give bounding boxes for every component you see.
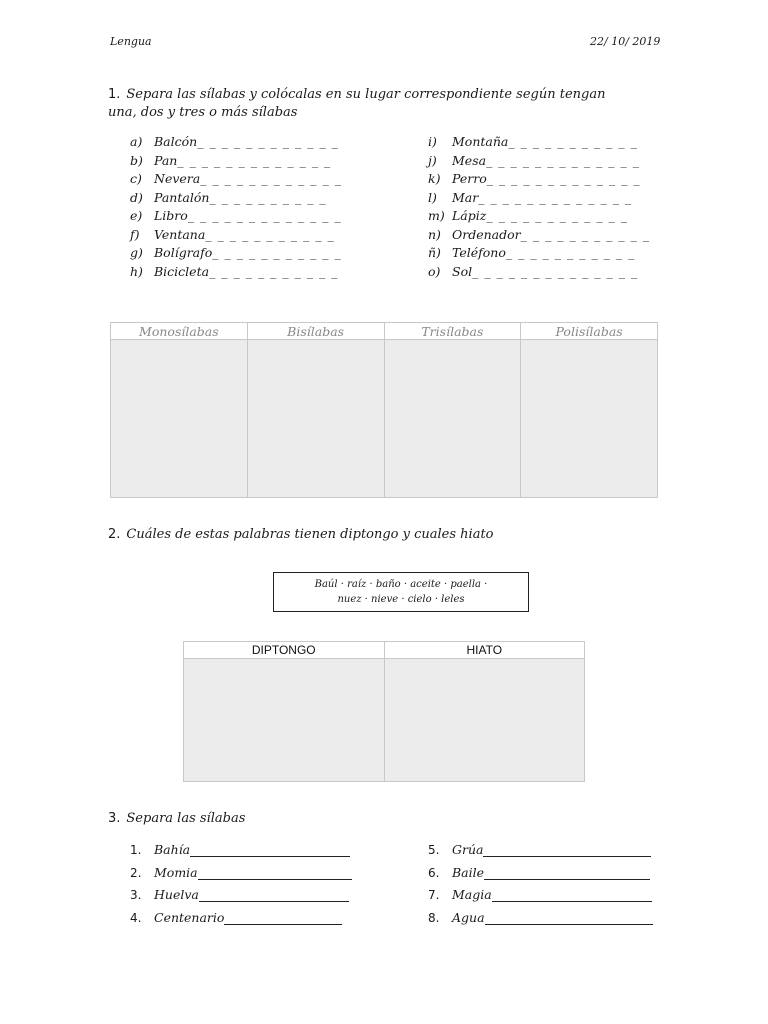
col-trisilabas: Trisílabas <box>384 323 521 340</box>
q1-title-line2: una, dos y tres o más sílabas <box>108 105 298 120</box>
item-word: Sol <box>452 263 473 279</box>
cell-trisilabas[interactable] <box>384 340 521 498</box>
cell-hiato[interactable] <box>384 659 585 782</box>
list-item <box>428 133 650 152</box>
q1-left-list <box>130 133 342 281</box>
list-item <box>428 189 650 208</box>
answer-blank[interactable]: _ _ _ _ _ _ _ _ _ _ _ _ _ <box>187 208 342 223</box>
q2-title-text: Cuáles de estas palabras tienen diptongo y cuales hiato <box>126 527 494 542</box>
answer-line[interactable] <box>492 901 652 902</box>
list-item <box>428 170 650 189</box>
item-number: 1. <box>130 843 142 857</box>
col-polisilabas: Polisílabas <box>521 323 658 340</box>
item-number: 2. <box>130 865 142 880</box>
answer-blank[interactable]: _ _ _ _ _ _ _ _ _ _ _ _ <box>197 134 339 149</box>
item-letter: c) <box>130 171 142 186</box>
q2-title <box>108 526 494 544</box>
list-item <box>130 189 342 208</box>
item-word: Montaña <box>452 134 509 149</box>
item-word: Mesa <box>452 152 487 168</box>
item-letter: f) <box>130 226 140 242</box>
answer-line[interactable] <box>484 879 650 880</box>
item-letter: ñ) <box>428 245 441 260</box>
answer-blank[interactable]: _ _ _ _ _ _ _ _ _ _ _ <box>505 245 636 260</box>
list-item <box>428 226 650 245</box>
item-word: Ventana <box>154 226 206 242</box>
q1-title <box>108 86 668 122</box>
item-letter: k) <box>428 171 441 186</box>
item-word: Mar <box>452 189 479 205</box>
item-letter: g) <box>130 245 143 260</box>
answer-blank[interactable]: _ _ _ _ _ _ _ _ _ _ _ <box>205 226 335 242</box>
word-box-line2: nuez · nieve · cielo · leles <box>337 594 465 605</box>
item-word: Huelva <box>154 887 199 902</box>
item-word: Bicicleta <box>154 263 210 279</box>
answer-blank[interactable]: _ _ _ _ _ _ _ _ _ _ <box>209 189 327 205</box>
answer-blank[interactable]: _ _ _ _ _ _ _ _ _ _ _ _ _ <box>177 152 332 168</box>
date-label: 22/ 10/ 2019 <box>590 35 661 48</box>
list-item <box>428 263 650 282</box>
col-diptongo: DIPTONGO <box>184 642 385 659</box>
list-item <box>428 152 650 171</box>
item-word: Magia <box>452 887 492 902</box>
item-letter: a) <box>130 134 143 149</box>
list-item <box>130 207 342 226</box>
answer-line[interactable] <box>483 856 651 857</box>
item-word: Baile <box>452 864 485 880</box>
item-letter: o) <box>428 263 441 279</box>
q2-number: 2. <box>108 527 121 542</box>
list-item <box>428 884 653 907</box>
item-word: Lápiz <box>452 208 487 223</box>
item-word: Bolígrafo <box>154 245 213 260</box>
col-hiato: HIATO <box>384 642 585 659</box>
item-number: 3. <box>130 888 142 902</box>
q3-title-text: Separa las sílabas <box>126 811 246 826</box>
syllable-table <box>110 322 658 498</box>
list-item <box>130 884 352 907</box>
item-letter: h) <box>130 263 143 279</box>
diptongo-hiato-table <box>183 641 585 782</box>
answer-blank[interactable]: _ _ _ _ _ _ _ _ _ _ _ <box>212 245 342 260</box>
list-item <box>428 207 650 226</box>
q3-left-list <box>130 839 352 929</box>
word-box <box>273 572 529 612</box>
item-letter: b) <box>130 152 143 168</box>
item-word: Grúa <box>452 842 484 857</box>
col-monosilabas: Monosílabas <box>111 323 248 340</box>
item-number: 5. <box>428 843 440 857</box>
item-word: Pan <box>154 152 178 168</box>
list-item <box>130 839 352 862</box>
item-word: Pantalón <box>154 189 210 205</box>
answer-line[interactable] <box>224 924 342 925</box>
item-letter: l) <box>428 189 437 205</box>
item-word: Perro <box>452 171 487 186</box>
q3-number: 3. <box>108 811 121 826</box>
item-word: Agua <box>452 909 485 925</box>
q3-right-list <box>428 839 653 929</box>
subject-label: Lengua <box>110 35 152 48</box>
answer-blank[interactable]: _ _ _ _ _ _ _ _ _ _ _ _ _ <box>486 152 641 168</box>
answer-line[interactable] <box>198 879 352 880</box>
answer-line[interactable] <box>199 901 349 902</box>
answer-blank[interactable]: _ _ _ _ _ _ _ _ _ _ _ _ <box>200 171 342 186</box>
q3-title <box>108 810 245 828</box>
item-word: Momia <box>154 864 198 880</box>
answer-line[interactable] <box>485 924 653 925</box>
col-bisilabas: Bisílabas <box>247 323 384 340</box>
item-word: Balcón <box>154 134 198 149</box>
item-word: Libro <box>154 208 188 223</box>
item-number: 8. <box>428 910 440 925</box>
answer-blank[interactable]: _ _ _ _ _ _ _ _ _ _ _ _ _ <box>478 189 633 205</box>
cell-diptongo[interactable] <box>184 659 385 782</box>
list-item <box>130 862 352 885</box>
answer-blank[interactable]: _ _ _ _ _ _ _ _ _ _ _ <box>209 263 339 279</box>
list-item <box>130 152 342 171</box>
item-number: 6. <box>428 865 440 880</box>
q1-right-list <box>428 133 650 281</box>
list-item <box>130 263 342 282</box>
cell-bisilabas[interactable] <box>247 340 384 498</box>
item-letter: i) <box>428 134 437 149</box>
item-word: Centenario <box>154 909 225 925</box>
item-word: Nevera <box>154 171 201 186</box>
item-word: Bahía <box>154 842 191 857</box>
answer-blank[interactable]: _ _ _ _ _ _ _ _ _ _ _ _ _ _ <box>472 263 639 279</box>
item-letter: e) <box>130 208 143 223</box>
item-letter: d) <box>130 189 143 205</box>
item-number: 4. <box>130 910 142 925</box>
list-item <box>130 133 342 152</box>
item-letter: m) <box>428 208 445 223</box>
item-letter: j) <box>428 152 437 168</box>
list-item <box>130 226 342 245</box>
list-item <box>428 839 653 862</box>
item-letter: n) <box>428 226 441 242</box>
list-item <box>428 907 653 930</box>
list-item <box>428 862 653 885</box>
answer-blank[interactable]: _ _ _ _ _ _ _ _ _ _ _ _ _ <box>486 171 641 186</box>
word-box-line1: Baúl · raíz · baño · aceite · paella · <box>314 579 488 590</box>
item-number: 7. <box>428 888 440 902</box>
list-item <box>130 907 352 930</box>
list-item <box>130 244 342 263</box>
answer-blank[interactable]: _ _ _ _ _ _ _ _ _ _ _ _ <box>486 208 629 223</box>
item-word: Ordenador <box>452 226 521 242</box>
answer-blank[interactable]: _ _ _ _ _ _ _ _ _ _ _ <box>520 226 651 242</box>
list-item <box>428 244 650 263</box>
cell-polisilabas[interactable] <box>521 340 658 498</box>
list-item <box>130 170 342 189</box>
answer-line[interactable] <box>190 856 350 857</box>
cell-monosilabas[interactable] <box>111 340 248 498</box>
q1-title-line1: Separa las sílabas y colócalas en su lugar correspondiente según tengan <box>126 87 606 102</box>
item-word: Teléfono <box>452 245 506 260</box>
answer-blank[interactable]: _ _ _ _ _ _ _ _ _ _ _ <box>508 134 638 149</box>
q1-number: 1. <box>108 87 121 102</box>
